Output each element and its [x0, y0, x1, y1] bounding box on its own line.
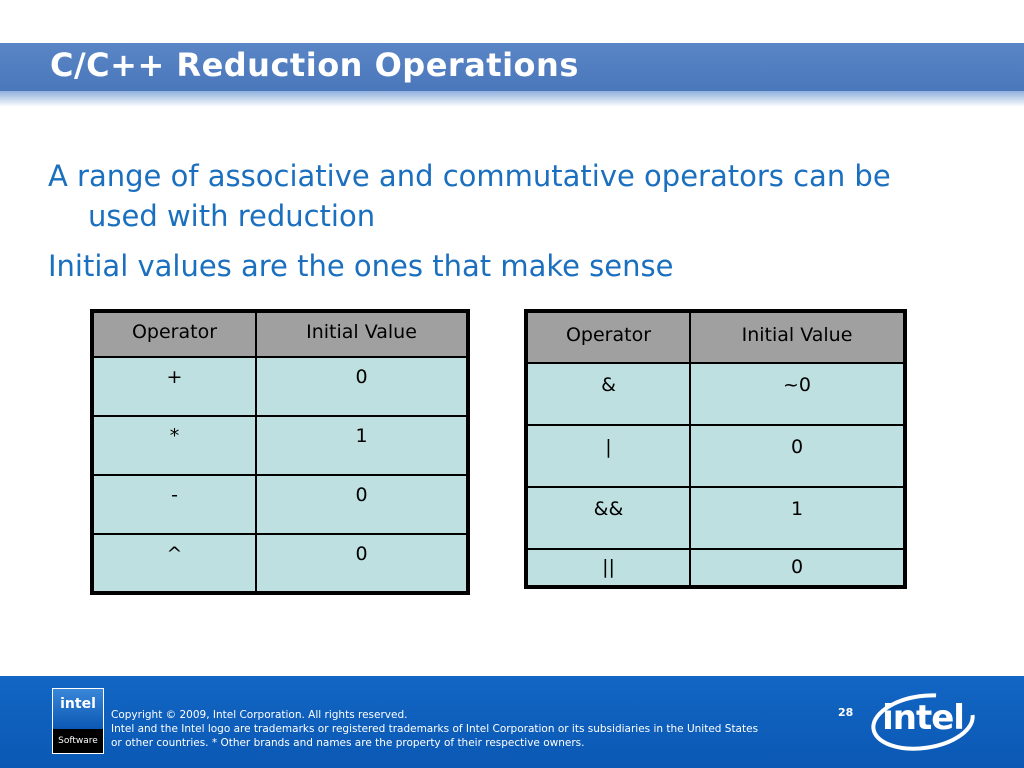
initial-value-cell: ~0 — [690, 363, 905, 425]
operator-cell: && — [526, 487, 690, 549]
table-row — [526, 487, 905, 549]
header-operator: Operator — [526, 311, 690, 363]
operator-cell: & — [526, 363, 690, 425]
operator-cell: * — [92, 416, 256, 475]
initial-value-cell: 0 — [690, 425, 905, 487]
table-row — [92, 357, 468, 416]
bullet-item-initial-values: Initial values are the ones that make sense — [48, 249, 674, 283]
header-initial-value: Initial Value — [690, 311, 905, 363]
initial-value-cell: 0 — [256, 475, 468, 534]
operator-cell: | — [526, 425, 690, 487]
title-bar-fade — [0, 91, 1024, 107]
bullet-item-operators: A range of associative and commutative operators can be used with reduction — [48, 159, 891, 233]
table-row — [92, 475, 468, 534]
intel-software-logo — [52, 688, 104, 754]
table-row — [92, 416, 468, 475]
page-number: 28 — [838, 706, 854, 719]
initial-value-cell: 0 — [256, 357, 468, 416]
slide-title: C/C++ Reduction Operations — [50, 46, 579, 84]
footer-legal-text — [111, 708, 831, 750]
intel-software-logo-top — [53, 689, 103, 729]
table-header-row — [526, 311, 905, 363]
intel-logo-wordmark: intel — [882, 698, 964, 738]
operator-cell: - — [92, 475, 256, 534]
table-row — [526, 425, 905, 487]
copyright-text: Copyright © 2009, Intel Corporation. All rights reserved. — [111, 709, 408, 721]
initial-value-cell: 1 — [256, 416, 468, 475]
initial-value-cell: 0 — [690, 549, 905, 587]
intel-software-logo-label: Software — [53, 729, 103, 753]
operator-cell: ^ — [92, 534, 256, 593]
table-row — [526, 549, 905, 587]
header-initial-value: Initial Value — [256, 311, 468, 357]
initial-value-cell: 1 — [690, 487, 905, 549]
table-row — [526, 363, 905, 425]
header-operator: Operator — [92, 311, 256, 357]
trademark-text-line-1: Intel and the Intel logo are trademarks or registered trademarks of Intel Corporation or its subsidiaries in the United States — [111, 723, 759, 735]
reduction-table-arithmetic — [90, 309, 470, 595]
intel-software-logo-wordmark: intel — [60, 696, 96, 712]
operator-cell: + — [92, 357, 256, 416]
reduction-table-logical — [524, 309, 907, 589]
table-header-row — [92, 311, 468, 357]
intel-logo — [868, 686, 978, 756]
trademark-text-line-2: or other countries. * Other brands and names are the property of their respective owners. — [111, 737, 585, 749]
initial-value-cell: 0 — [256, 534, 468, 593]
bullet-list — [48, 156, 948, 296]
table-row — [92, 534, 468, 593]
operator-cell: || — [526, 549, 690, 587]
